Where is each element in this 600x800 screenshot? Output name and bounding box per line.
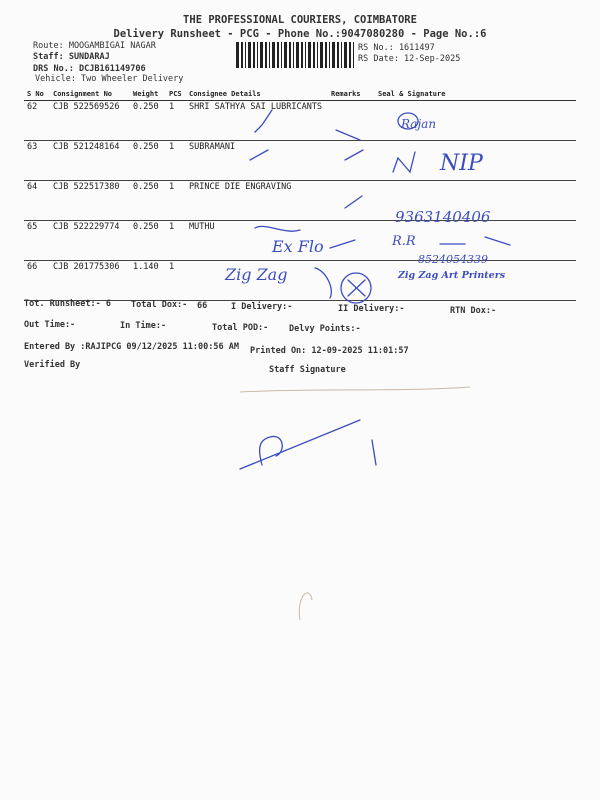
barcode-bar [308, 42, 311, 68]
barcode-bar [317, 42, 318, 68]
table-row [24, 181, 576, 221]
barcode-bar [236, 42, 239, 68]
rs-number: RS No.: 1611497 [358, 43, 435, 53]
barcode-bar [248, 42, 251, 68]
verified-by-label: Verified By [24, 360, 81, 370]
total-dox-label: Total Dox:- [131, 300, 188, 310]
cell-consignee: MUTHU [186, 221, 328, 261]
handwritten-text: R.R [392, 234, 416, 249]
barcode-bar [313, 42, 315, 68]
in-time-label: In Time:- [120, 321, 167, 331]
cell-consignee: SUBRAMANI [186, 141, 328, 181]
cell-consignment: CJB 522517380 [50, 181, 130, 221]
handwritten-text: Rajan [401, 117, 437, 131]
cell-pcs: 1 [166, 181, 186, 221]
barcode-bar [344, 42, 347, 68]
table-row [24, 221, 576, 261]
paper-crease [299, 593, 312, 620]
column-header: Consignee Details [186, 88, 328, 101]
stamp-text: Zig Zag Art Printers [398, 270, 506, 281]
barcode-bar [253, 42, 255, 68]
signature-loop [260, 436, 283, 465]
cell-pcs: 1 [166, 221, 186, 261]
cell-sno: 63 [24, 141, 50, 181]
barcode-bar [341, 42, 342, 68]
total-pod-label: Total POD:- [212, 323, 269, 333]
cell-consignment: CJB 521248164 [50, 141, 130, 181]
column-header: PCS [166, 88, 186, 101]
barcode-bar [332, 42, 335, 68]
handwritten-text: Zig Zag [225, 265, 288, 284]
barcode-bar [245, 42, 246, 68]
cell-signature [364, 221, 576, 261]
second-delivery-label: II Delivery:- [338, 304, 405, 314]
cell-signature [364, 261, 576, 301]
cell-pcs: 1 [166, 141, 186, 181]
total-dox-value: 66 [197, 301, 208, 311]
document-subtitle: Delivery Runsheet - PCG - Phone No.:9047080280 - Page No.:6 [113, 28, 487, 40]
cell-sno: 66 [24, 261, 50, 301]
paper-marks [240, 387, 470, 620]
total-runsheet: Tot. Runsheet:- 6 [24, 299, 111, 309]
table-row [24, 141, 576, 181]
barcode-bar [301, 42, 303, 68]
cell-remarks [328, 261, 364, 301]
barcode-bar [277, 42, 279, 68]
staff-signature-label: Staff Signature [269, 365, 346, 375]
column-header: Consignment No [50, 88, 130, 101]
entered-by: Entered By :RAJIPCG 09/12/2025 11:00:56 AM [24, 342, 239, 352]
barcode-image [236, 42, 354, 68]
table-header-row [24, 88, 576, 101]
cell-weight: 0.250 [130, 181, 166, 221]
cell-weight: 0.250 [130, 221, 166, 261]
column-header: Seal & Signature [364, 88, 576, 101]
cell-consignment: CJB 201775306 [50, 261, 130, 301]
cell-consignment: CJB 522569526 [50, 101, 130, 141]
barcode-bar [260, 42, 263, 68]
cell-weight: 1.140 [130, 261, 166, 301]
cell-consignee [186, 261, 328, 301]
cell-signature [364, 101, 576, 141]
rtn-dox-label: RTN Dox:- [450, 306, 497, 316]
first-delivery-label: I Delivery:- [231, 302, 293, 312]
cell-weight: 0.250 [130, 141, 166, 181]
cell-sno: 64 [24, 181, 50, 221]
handwritten-text: 9363140406 [395, 208, 491, 226]
barcode-bar [325, 42, 327, 68]
barcode-bar [272, 42, 275, 68]
cell-remarks [328, 221, 364, 261]
barcode-bar [284, 42, 287, 68]
drs-number: DRS No.: DCJB161149706 [33, 64, 146, 74]
staff-label: Staff: SUNDARAJ [33, 52, 110, 62]
barcode-bar [353, 42, 354, 68]
cell-consignee: PRINCE DIE ENGRAVING [186, 181, 328, 221]
column-header: Remarks [328, 88, 364, 101]
signature-line [240, 420, 360, 469]
cell-pcs: 1 [166, 261, 186, 301]
cell-signature [364, 181, 576, 221]
document-title: THE PROFESSIONAL COURIERS, COIMBATORE [183, 14, 417, 26]
handwritten-text: Ex Flo [272, 237, 324, 256]
cell-remarks [328, 101, 364, 141]
barcode-bar [349, 42, 351, 68]
delivery-points-label: Delvy Points:- [289, 324, 361, 334]
barcode-bar [265, 42, 267, 68]
cell-pcs: 1 [166, 101, 186, 141]
table-row [24, 261, 576, 301]
cell-remarks [328, 141, 364, 181]
cell-sno: 62 [24, 101, 50, 141]
cell-consignee: SHRI SATHYA SAI LUBRICANTS [186, 101, 328, 141]
signature-stroke [372, 440, 376, 465]
cell-signature [364, 141, 576, 181]
cell-weight: 0.250 [130, 101, 166, 141]
column-header: Weight [130, 88, 166, 101]
barcode-bar [296, 42, 299, 68]
table-row [24, 101, 576, 141]
barcode-bar [337, 42, 339, 68]
paper-crease [240, 387, 470, 392]
barcode-bar [241, 42, 243, 68]
vehicle-label: Vehicle: Two Wheeler Delivery [35, 74, 184, 84]
printed-on: Printed On: 12-09-2025 11:01:57 [250, 346, 409, 356]
cell-consignment: CJB 522229774 [50, 221, 130, 261]
cell-sno: 65 [24, 221, 50, 261]
route-label: Route: MOOGAMBIGAI NAGAR [33, 41, 156, 51]
handwritten-text: NIP [440, 151, 483, 176]
barcode-bar [289, 42, 291, 68]
barcode-bar [281, 42, 282, 68]
barcode-bar [320, 42, 323, 68]
rs-date: RS Date: 12-Sep-2025 [358, 54, 461, 64]
barcode-bar [329, 42, 330, 68]
barcode-bar [257, 42, 258, 68]
barcode-bar [293, 42, 294, 68]
column-header: S No [24, 88, 50, 101]
handwritten-text: 8524054339 [418, 253, 488, 266]
barcode-bar [269, 42, 270, 68]
barcode-bar [305, 42, 306, 68]
runsheet-table [24, 88, 576, 301]
out-time-label: Out Time:- [24, 320, 76, 330]
cell-remarks [328, 181, 364, 221]
